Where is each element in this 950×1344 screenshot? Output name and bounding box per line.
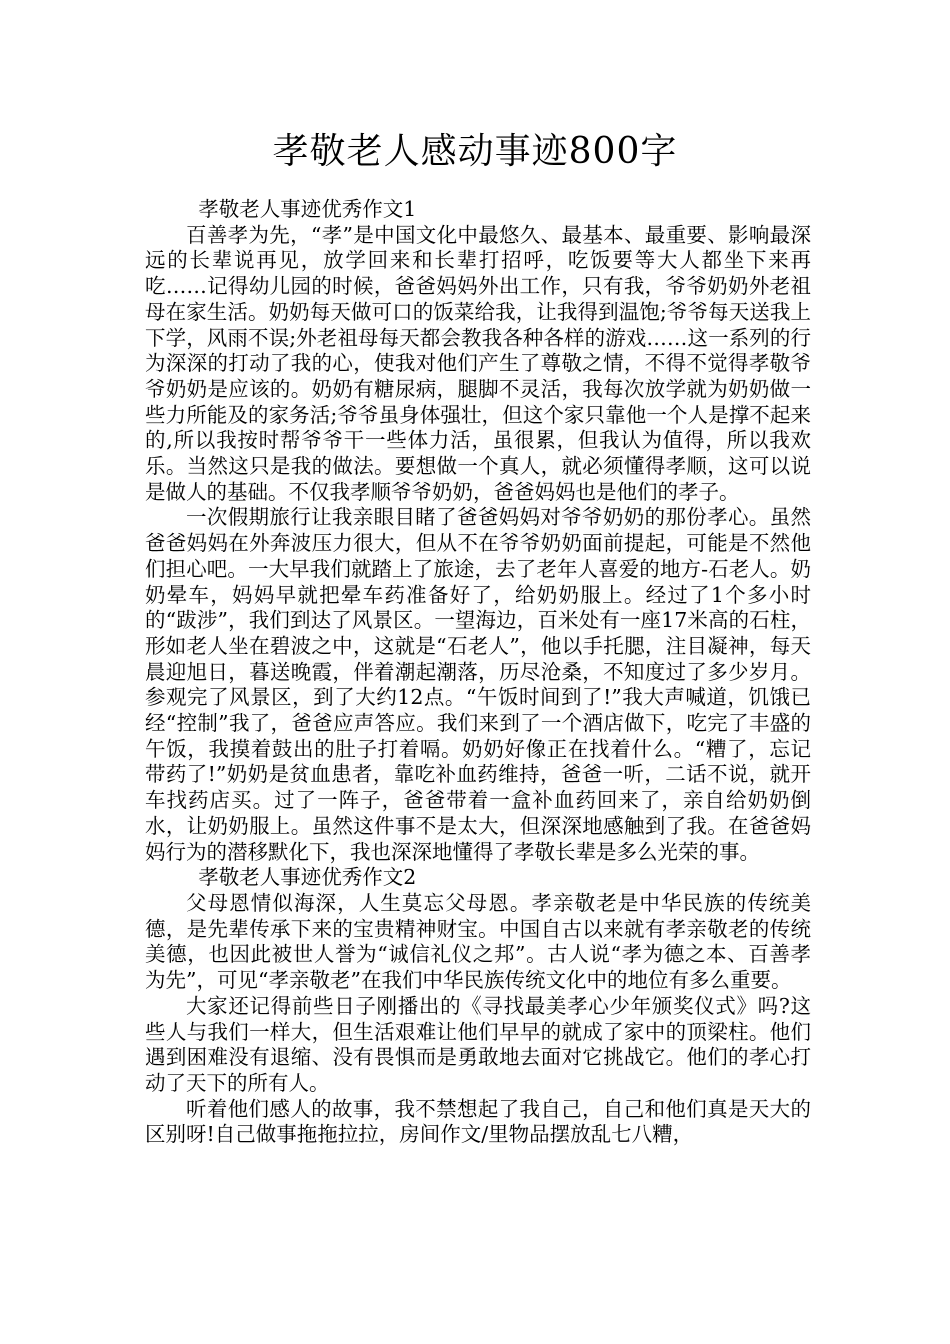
- section-heading-2: 孝敬老人事迹优秀作文2: [198, 865, 417, 890]
- section-2-paragraph-1: 父母恩情似海深，人生莫忘父母恩。孝亲敬老是中华民族的传统美德，是先辈传承下来的宝贵精神财宝。中国自古以来就有孝亲敬老的传统美德，也因此被世人誉为“诚信礼仪之邦”。古人说“孝为德之本、百善孝为先”，可见“孝亲敬老”在我们中华民族传统文化中的地位有多么重要。: [145, 890, 811, 993]
- document-title: 孝敬老人感动事迹800字: [272, 131, 678, 172]
- section-2-paragraph-3: 听着他们感人的故事，我不禁想起了我自己，自己和他们真是天大的区别呀!自己做事拖拖拉拉，房间作文/里物品摆放乱七八糟，: [145, 1096, 811, 1147]
- section-1-paragraph-2: 一次假期旅行让我亲眼目睹了爸爸妈妈对爷爷奶奶的那份孝心。虽然爸爸妈妈在外奔波压力很大，但从不在爷爷奶奶面前提起，可能是不然他们担心吧。一大早我们就踏上了旅途，去了老年人喜爱的地方-石老人。奶奶晕车，妈妈早就把晕车药准备好了，给奶奶服上。经过了1个多小时的“跋涉”，我们到达了风景区。一望海边，百米处有一座17米高的石柱，形如老人坐在碧波之中，这就是“石老人”，他以手托腮，注目凝神，每天晨迎旭日，暮送晚霞，伴着潮起潮落，历尽沧桑，不知度过了多少岁月。参观完了风景区，到了大约12点。“午饭时间到了!”我大声喊道，饥饿已经“控制”我了，爸爸应声答应。我们来到了一个酒店做下，吃完了丰盛的午饭，我摸着鼓出的肚子打着嗝。奶奶好像正在找着什么。“糟了，忘记带药了!”奶奶是贫血患者，靠吃补血药维持，爸爸一听，二话不说，就开车找药店买。过了一阵子，爸爸带着一盒补血药回来了，亲自给奶奶倒水，让奶奶服上。虽然这件事不是太大，但深深地感触到了我。在爸爸妈妈行为的潜移默化下，我也深深地懂得了孝敬长辈是多么光荣的事。: [145, 505, 811, 864]
- section-heading-1: 孝敬老人事迹优秀作文1: [198, 197, 417, 221]
- section-1-paragraph-1: 百善孝为先，“孝”是中国文化中最悠久、最基本、最重要、影响最深远的长辈说再见，放学回来和长辈打招呼，吃饭要等大人都坐下来再吃……记得幼儿园的时候，爸爸妈妈外出工作，只有我，爷爷奶奶外老祖母在家生活。奶奶每天做可口的饭菜给我，让我得到温饱;爷爷每天送我上下学，风雨不误;外老祖母每天都会教我各种各样的游戏……这一系列的行为深深的打动了我的心，使我对他们产生了尊敬之情，不得不觉得孝敬爷爷奶奶是应该的。奶奶有糖尿病，腿脚不灵活，我每次放学就为奶奶做一些力所能及的家务活;爷爷虽身体强壮，但这个家只靠他一个人是撑不起来的,所以我按时帮爷爷干一些体力活，虽很累，但我认为值得，所以我欢乐。当然这只是我的做法。要想做一个真人，就必须懂得孝顺，这可以说是做人的基础。不仅我孝顺爷爷奶奶，爸爸妈妈也是他们的孝子。: [145, 222, 811, 504]
- document-body: [145, 197, 811, 1148]
- section-2-paragraph-2: 大家还记得前些日子刚播出的《寻找最美孝心少年颁奖仪式》吗?这些人与我们一样大，但生活艰难让他们早早的就成了家中的顶梁柱。他们遇到困难没有退缩、没有畏惧而是勇敢地去面对它挑战它。他们的孝心打动了天下的所有人。: [145, 993, 811, 1095]
